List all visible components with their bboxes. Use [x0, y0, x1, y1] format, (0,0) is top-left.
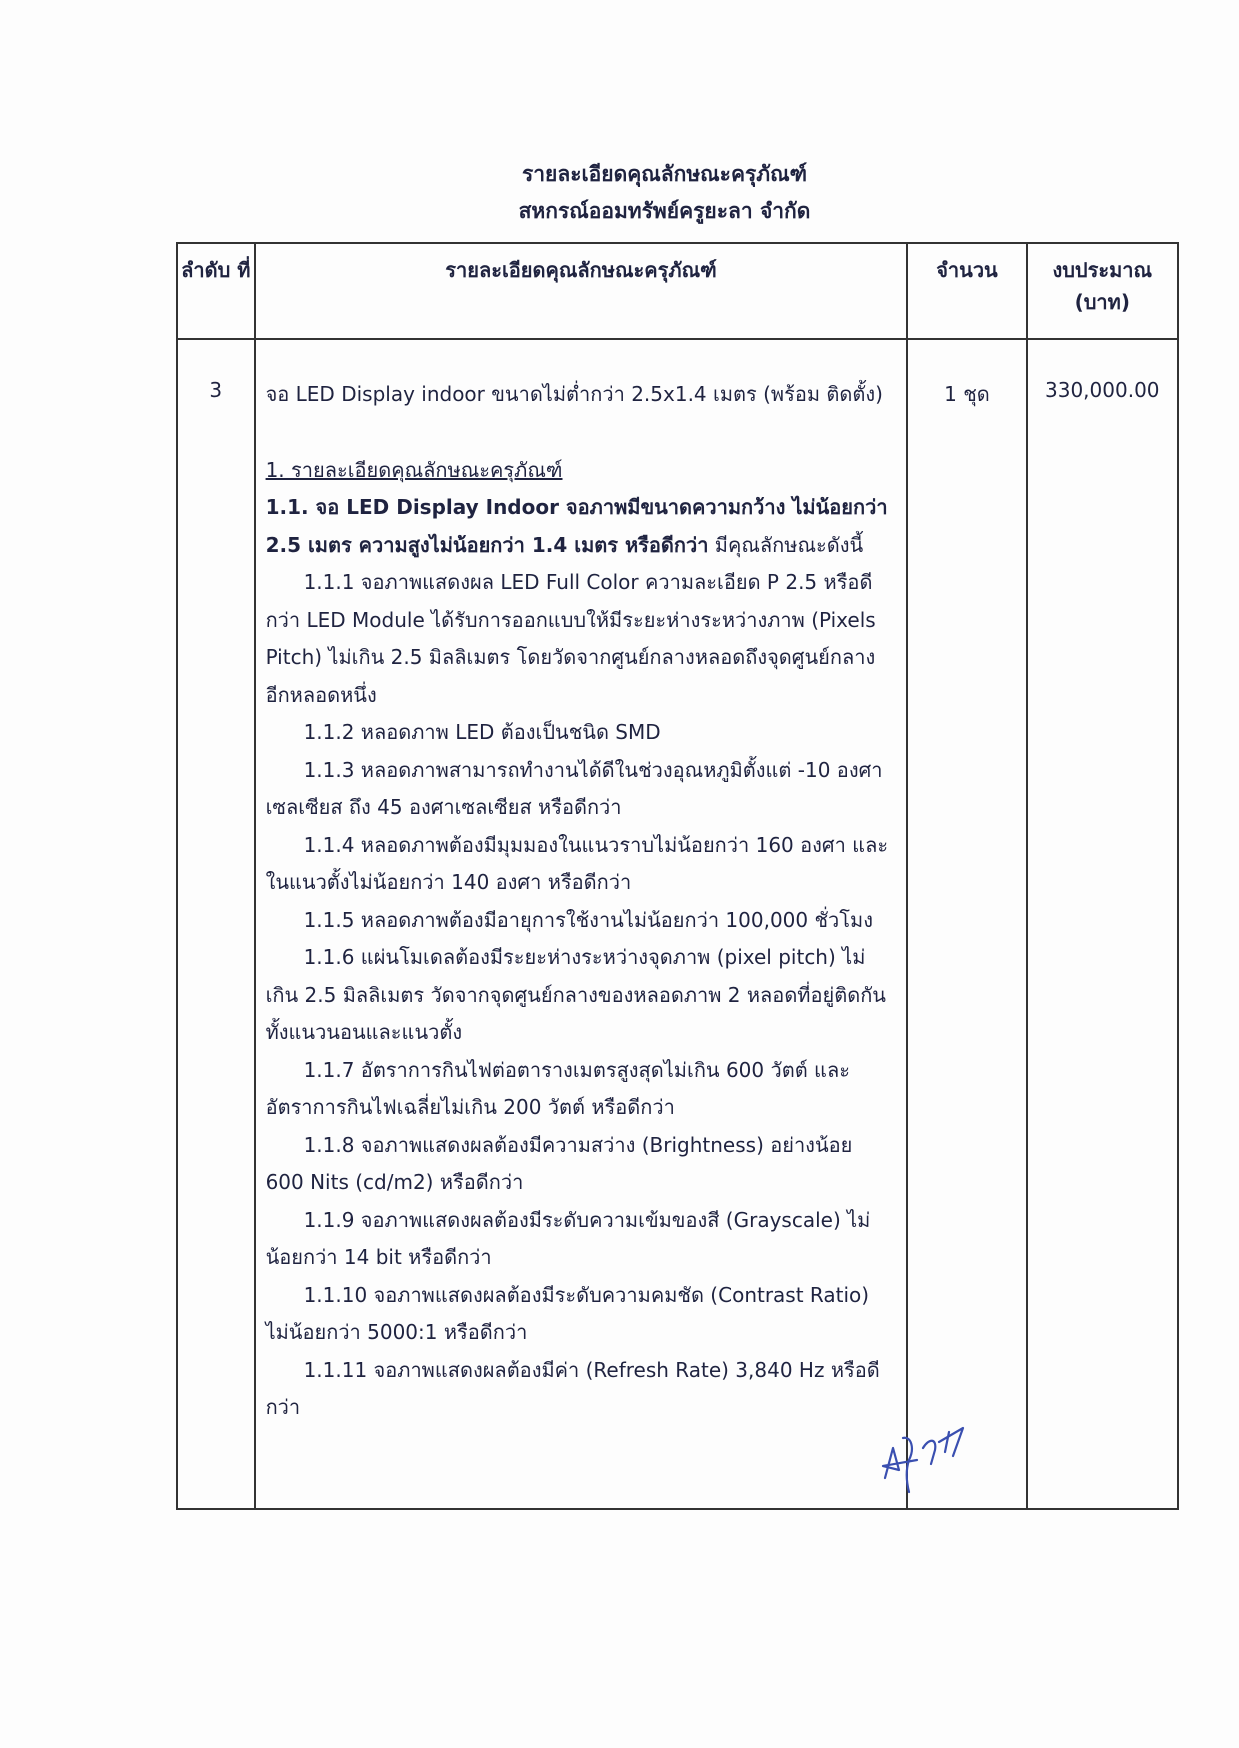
sub-heading-rest: มีคุณลักษณะดังนี้ — [708, 532, 864, 557]
spec-table — [176, 242, 1179, 1510]
spec-item: 1.1.4 หลอดภาพต้องมีมุมมองในแนวราบไม่น้อยกว่า 160 องศา และในแนวตั้งไม่น้อยกว่า 140 องศา หรือดีกว่า — [265, 832, 889, 894]
table-row — [177, 339, 1178, 1509]
item-quantity: 1 ชุด — [907, 339, 1026, 1509]
column-header-budget: งบประมาณ (บาท) — [1027, 243, 1178, 339]
item-title: จอ LED Display indoor ขนาดไม่ต่ำกว่า 2.5x1.4 เมตร (พร้อม ติดตั้ง) — [265, 382, 883, 406]
table-header-row — [177, 243, 1178, 339]
document-title: รายละเอียดคุณลักษณะครุภัณฑ์ — [521, 162, 808, 186]
spec-item: 1.1.7 อัตราการกินไฟต่อตารางเมตรสูงสุดไม่เกิน 600 วัตต์ และอัตราการกินไฟเฉลี่ยไม่เกิน 200 วัตต์ หรือดีกว่า — [265, 1057, 850, 1119]
signature-mark — [865, 1408, 985, 1498]
spec-item: 1.1.5 หลอดภาพต้องมีอายุการใช้งานไม่น้อยกว่า 100,000 ชั่วโมง — [303, 907, 873, 932]
spec-item: 1.1.1 จอภาพแสดงผล LED Full Color ความละเอียด P 2.5 หรือดีกว่า LED Module ได้รับการออกแบบให้มีระยะห่างระหว่างภาพ (Pixels Pitch) ไม่เกิน 2.5 มิลลิเมตร โดยวัดจากศูนย์กลางหลอดถึงจุดศูนย์กลางอีกหลอดหนึ่ง — [265, 570, 876, 707]
item-number: 3 — [177, 339, 255, 1509]
column-header-description: รายละเอียดคุณลักษณะครุภัณฑ์ — [255, 243, 908, 339]
spec-item: 1.1.9 จอภาพแสดงผลต้องมีระดับความเข้มของสี (Grayscale) ไม่น้อยกว่า 14 bit หรือดีกว่า — [265, 1207, 871, 1269]
section-heading: 1. รายละเอียดคุณลักษณะครุภัณฑ์ — [265, 457, 563, 482]
spec-item: 1.1.6 แผ่นโมเดลต้องมีระยะห่างระหว่างจุดภาพ (pixel pitch) ไม่เกิน 2.5 มิลลิเมตร วัดจากจุดศูนย์กลางของหลอดภาพ 2 หลอดที่อยู่ติดกันทั้งแนวนอนและแนวตั้ง — [265, 945, 886, 1044]
organization-name: สหกรณ์ออมทรัพย์ครูยะลา จำกัด — [518, 199, 811, 223]
spec-item: 1.1.3 หลอดภาพสามารถทำงานได้ดีในช่วงอุณหภูมิตั้งแต่ -10 องศาเซลเซียส ถึง 45 องศาเซลเซียส หรือดีกว่า — [265, 757, 883, 819]
column-header-quantity: จำนวน — [907, 243, 1026, 339]
item-description — [255, 339, 908, 1509]
item-budget: 330,000.00 — [1027, 339, 1178, 1509]
spec-item: 1.1.11 จอภาพแสดงผลต้องมีค่า (Refresh Rate) 3,840 Hz หรือดีกว่า — [265, 1357, 880, 1419]
spec-item: 1.1.8 จอภาพแสดงผลต้องมีความสว่าง (Brightness) อย่างน้อย 600 Nits (cd/m2) หรือดีกว่า — [265, 1132, 853, 1194]
sub-heading-bold: 1.1. จอ LED Display Indoor จอภาพมีขนาดความกว้าง ไม่น้อยกว่า 2.5 เมตร ความสูงไม่น้อยกว่า 1.4 เมตร หรือดีกว่า — [265, 495, 888, 557]
sub-heading — [266, 489, 897, 564]
column-header-no: ลำดับ ที่ — [177, 243, 255, 339]
spec-item: 1.1.10 จอภาพแสดงผลต้องมีระดับความคมชัด (Contrast Ratio) ไม่น้อยกว่า 5000:1 หรือดีกว่า — [265, 1282, 870, 1344]
spec-item: 1.1.2 หลอดภาพ LED ต้องเป็นชนิด SMD — [303, 720, 661, 744]
